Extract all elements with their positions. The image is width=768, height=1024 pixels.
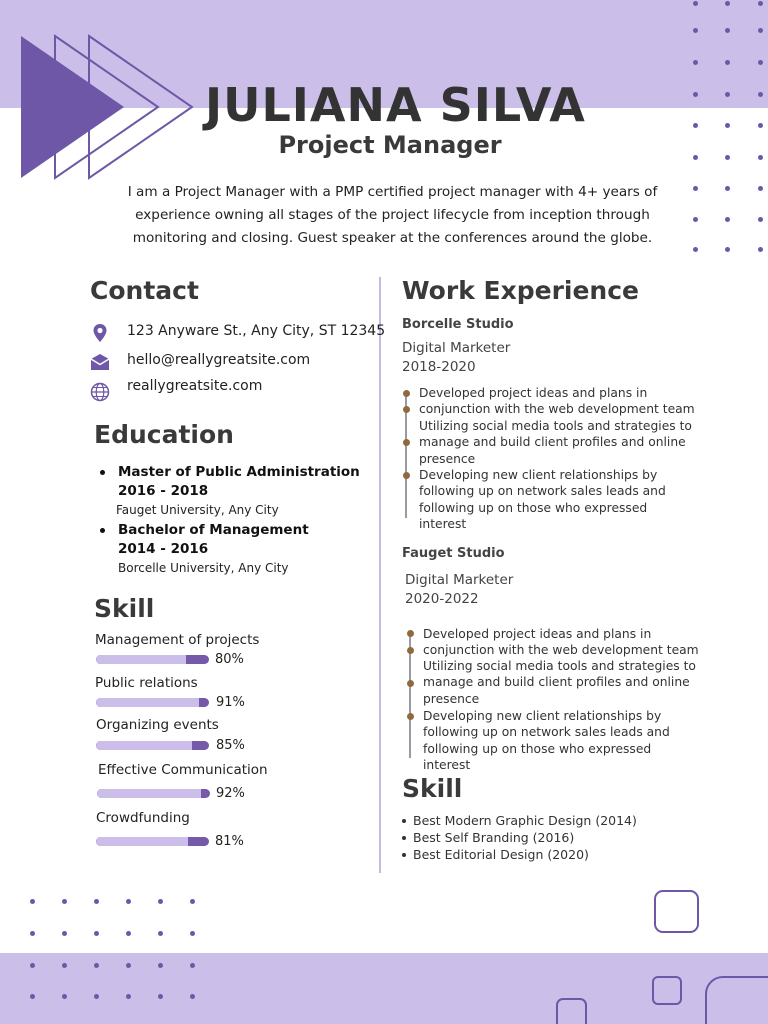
education-years: 2014 - 2016 <box>118 541 209 557</box>
job-period: 2018-2020 <box>402 359 476 375</box>
bullet-icon <box>100 470 105 475</box>
skill-bar <box>97 789 210 798</box>
skill-bar-fill <box>96 741 192 750</box>
skill-name: Organizing events <box>96 717 219 733</box>
decorative-dot <box>126 899 131 904</box>
education-years: 2016 - 2018 <box>118 483 209 499</box>
decorative-dot <box>30 899 35 904</box>
skill-percent: 81% <box>215 834 244 849</box>
decorative-dot <box>94 899 99 904</box>
globe-icon <box>90 382 110 402</box>
timeline-dot-icon <box>403 472 410 479</box>
skill-name: Effective Communication <box>98 762 268 778</box>
skill-bar-fill <box>96 698 199 707</box>
decorative-dot <box>758 1 763 6</box>
location-pin-icon <box>90 323 110 343</box>
job-role: Digital Marketer <box>402 340 511 356</box>
decorative-dot <box>94 931 99 936</box>
decorative-dot <box>758 92 763 97</box>
decorative-dot <box>725 217 730 222</box>
skill-bar-fill <box>97 789 201 798</box>
timeline-dot-icon <box>407 630 414 637</box>
decorative-dot <box>158 931 163 936</box>
skill-name: Crowdfunding <box>96 810 190 826</box>
decorative-dot <box>62 994 67 999</box>
decorative-dot <box>62 931 67 936</box>
decorative-dot <box>30 994 35 999</box>
envelope-icon <box>90 352 110 372</box>
job-title: Project Manager <box>278 131 502 159</box>
education-item <box>100 522 370 578</box>
decorative-dot <box>693 186 698 191</box>
contact-website[interactable] <box>90 378 263 403</box>
decorative-dot <box>725 92 730 97</box>
award-item: Best Self Branding (2016) <box>413 830 575 845</box>
skill-bar <box>96 741 209 750</box>
column-divider <box>379 277 381 873</box>
decorative-dot <box>693 1 698 6</box>
decorative-dot <box>758 217 763 222</box>
skill-bar-fill <box>96 837 188 846</box>
decorative-dot <box>758 155 763 160</box>
rounded-square-decoration <box>556 998 587 1024</box>
person-name: JULIANA SILVA <box>205 78 586 132</box>
skill-name: Management of projects <box>95 632 260 648</box>
contact-website-text[interactable]: reallygreatsite.com <box>127 378 263 394</box>
decorative-dot <box>190 931 195 936</box>
education-degree: Bachelor of Management <box>118 522 309 538</box>
contact-address-text: 123 Anyware St., Any City, ST 12345 <box>127 323 386 339</box>
decorative-dot <box>758 247 763 252</box>
decorative-dot <box>62 963 67 968</box>
bullet-icon <box>100 528 105 533</box>
timeline-dot-icon <box>403 439 410 446</box>
decorative-dot <box>758 28 763 33</box>
decorative-dot <box>158 963 163 968</box>
skill-bar <box>96 655 209 664</box>
decorative-dot <box>725 247 730 252</box>
decorative-dot <box>190 994 195 999</box>
decorative-dot <box>693 60 698 65</box>
job-duty: Developed project ideas and plans in conjunction with the web development team <box>423 627 699 658</box>
award-item: Best Editorial Design (2020) <box>413 847 589 862</box>
skill-percent: 92% <box>216 786 245 801</box>
timeline-dot-icon <box>407 647 414 654</box>
decorative-dot <box>126 963 131 968</box>
decorative-dot <box>725 186 730 191</box>
decorative-dot <box>758 186 763 191</box>
job-duty: Developed project ideas and plans in conjunction with the web development team <box>419 386 695 417</box>
contact-email[interactable] <box>90 351 311 373</box>
contact-heading: Contact <box>90 276 199 305</box>
decorative-dot <box>94 963 99 968</box>
decorative-dot <box>758 123 763 128</box>
skill-percent: 85% <box>216 738 245 753</box>
education-school: Fauget University, Any City <box>116 503 279 517</box>
decorative-dot <box>158 994 163 999</box>
timeline-dot-icon <box>407 713 414 720</box>
profile-summary: I am a Project Manager with a PMP certified project manager with 4+ years of experience owning all stages of the project lifecycle from inception through monitoring and closing. Guest speaker at the conferences around the globe. <box>127 184 658 246</box>
decorative-dot <box>190 963 195 968</box>
job-duty: Utilizing social media tools and strategies to manage and build client profiles and online presence <box>423 659 696 706</box>
contact-address <box>90 322 386 344</box>
timeline-dot-icon <box>403 390 410 397</box>
decorative-dot <box>693 217 698 222</box>
skill-percent: 80% <box>215 652 244 667</box>
timeline-dot-icon <box>403 406 410 413</box>
decorative-dot <box>94 994 99 999</box>
decorative-dot <box>693 28 698 33</box>
job-company: Fauget Studio <box>402 546 505 561</box>
contact-email-text[interactable]: hello@reallygreatsite.com <box>127 352 311 368</box>
decorative-dot <box>126 931 131 936</box>
decorative-dot <box>725 1 730 6</box>
skills-heading: Skill <box>94 594 155 623</box>
decorative-dot <box>126 994 131 999</box>
rounded-square-decoration <box>652 976 682 1005</box>
rounded-square-decoration <box>705 976 768 1024</box>
decorative-dot <box>725 123 730 128</box>
work-experience-heading: Work Experience <box>402 276 639 305</box>
job-duty: Utilizing social media tools and strategies to manage and build client profiles and online presence <box>419 419 692 466</box>
decorative-dot <box>725 28 730 33</box>
skill-percent: 91% <box>216 695 245 710</box>
job-role: Digital Marketer <box>405 572 514 588</box>
job-duty: Developing new client relationships by following up on network sales leads and following up on those who expressed interest <box>423 709 670 773</box>
timeline-dot-icon <box>407 680 414 687</box>
decorative-dot <box>693 92 698 97</box>
education-item <box>100 464 370 520</box>
job-duty: Developing new client relationships by following up on network sales leads and following up on those who expressed interest <box>419 468 666 532</box>
awards-heading: Skill <box>402 774 463 803</box>
skill-bar <box>96 698 209 707</box>
decorative-dot <box>693 123 698 128</box>
dot-grid-bottom-left <box>0 880 220 1010</box>
decorative-dot <box>693 247 698 252</box>
job-company: Borcelle Studio <box>402 317 514 332</box>
decorative-dot <box>758 60 763 65</box>
award-item: Best Modern Graphic Design (2014) <box>413 813 637 828</box>
decorative-dot <box>725 60 730 65</box>
decorative-dot <box>725 155 730 160</box>
skill-bar <box>96 837 209 846</box>
skill-name: Public relations <box>95 675 198 691</box>
decorative-dot <box>30 931 35 936</box>
decorative-dot <box>693 155 698 160</box>
education-school: Borcelle University, Any City <box>118 561 289 575</box>
decorative-dot <box>62 899 67 904</box>
decorative-dot <box>190 899 195 904</box>
decorative-dot <box>30 963 35 968</box>
decorative-dot <box>158 899 163 904</box>
skill-bar-fill <box>96 655 186 664</box>
education-heading: Education <box>94 420 234 449</box>
rounded-square-decoration <box>654 890 699 933</box>
education-degree: Master of Public Administration <box>118 464 360 480</box>
job-period: 2020-2022 <box>405 591 479 607</box>
